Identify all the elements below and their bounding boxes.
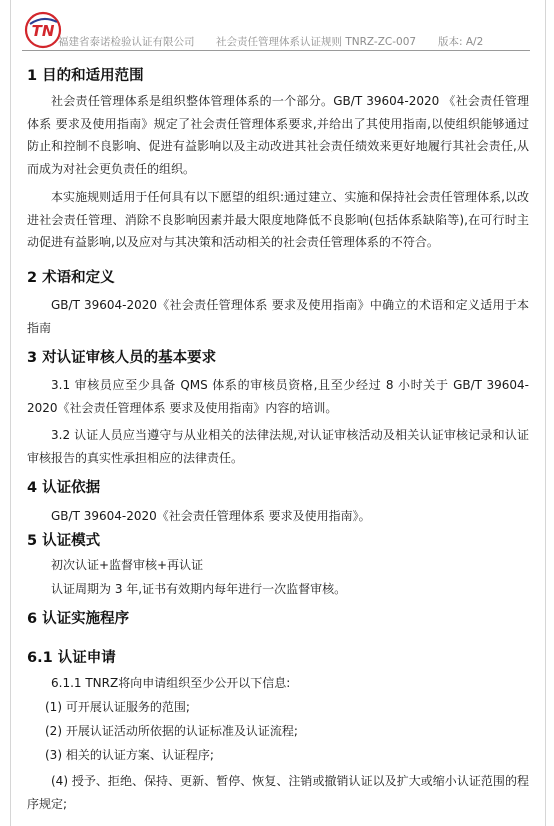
section-3-heading: 3 对认证审核人员的基本要求 bbox=[27, 350, 217, 366]
section-6-1-heading: 6.1 认证申请 bbox=[27, 650, 116, 666]
section-4-paragraph-1: GB/T 39604-2020《社会责任管理体系 要求及使用指南》。 bbox=[51, 509, 371, 523]
section-4-heading: 4 认证依据 bbox=[27, 480, 101, 496]
section-5-heading: 5 认证模式 bbox=[27, 533, 101, 549]
section-1-paragraph-2: 本实施规则适用于任何具有以下愿望的组织:通过建立、实施和保持社会责任管理体系,以改进社会责任管理、消除不良影响因素并最大限度地降低不良影响(包括体系缺陷等),在可行时主动促进有益影响,以及应对与其决策和活动相关的社会责任管理体系的不符合。 bbox=[27, 190, 529, 249]
list-item: (4) 授予、拒绝、保持、更新、暂停、恢复、注销或撤销认证以及扩大或缩小认证范围的程序规定; bbox=[27, 774, 529, 811]
section-2-heading: 2 术语和定义 bbox=[27, 270, 115, 286]
section-5-paragraph-1: 初次认证+监督审核+再认证 bbox=[51, 558, 204, 572]
section-6-1-intro: 6.1.1 TNRZ将向申请组织至少公开以下信息: bbox=[51, 676, 291, 690]
list-item: (2) 开展认证活动所依据的认证标准及认证流程; bbox=[45, 724, 298, 738]
page-edge-right bbox=[545, 0, 546, 826]
svg-text:TN: TN bbox=[31, 22, 55, 40]
page-header bbox=[22, 10, 530, 54]
section-1-heading: 1 目的和适用范围 bbox=[27, 68, 144, 84]
section-1-paragraph-1: 社会责任管理体系是组织整体管理体系的一个部分。GB/T 39604-2020 《社会责任管理体系 要求及使用指南》规定了社会责任管理体系要求,并给出了其使用指南,以使组织能够通过防止和控制不良影响、促进有益影响以及主动改进其社会责任绩效来更好地履行其社会责任,从而成为对社会更负责任的组织。 bbox=[27, 94, 529, 176]
section-3-paragraph-2: 3.2 认证人员应当遵守与从业相关的法律法规,对认证审核活动及相关认证审核记录和认证审核报告的真实性承担相应的法律责任。 bbox=[27, 428, 529, 465]
list-item: (1) 可开展认证服务的范围; bbox=[45, 700, 190, 714]
header-version: 版本: A/2 bbox=[438, 36, 484, 48]
list-item: (3) 相关的认证方案、认证程序; bbox=[45, 748, 214, 762]
header-company-name: 福建省泰诺检验认证有限公司 bbox=[58, 36, 195, 48]
company-logo bbox=[24, 11, 62, 49]
section-5-paragraph-2: 认证周期为 3 年,证书有效期内每年进行一次监督审核。 bbox=[51, 582, 347, 596]
header-doc-title: 社会责任管理体系认证规则 TNRZ-ZC-007 bbox=[216, 36, 417, 48]
section-6-heading: 6 认证实施程序 bbox=[27, 611, 130, 627]
section-2-paragraph-1: GB/T 39604-2020《社会责任管理体系 要求及使用指南》中确立的术语和定义适用于本指南 bbox=[27, 298, 529, 335]
header-divider bbox=[22, 50, 530, 51]
page-edge-left bbox=[10, 0, 11, 826]
section-3-paragraph-1: 3.1 审核员应至少具备 QMS 体系的审核员资格,且至少经过 8 小时关于 GB/T 39604-2020《社会责任管理体系 要求及使用指南》内容的培训。 bbox=[27, 378, 529, 415]
